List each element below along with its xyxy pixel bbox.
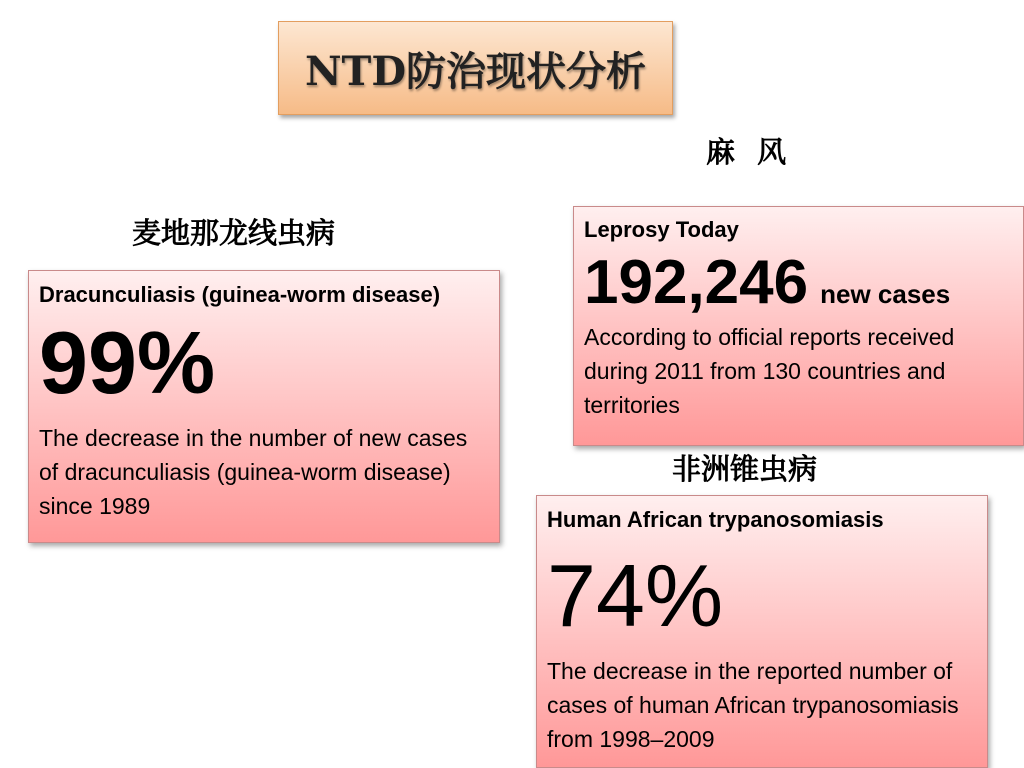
heading-dracunculiasis: 麦地那龙线虫病 [132,216,336,250]
title-banner [278,21,673,115]
heading-hat: 非洲锥虫病 [672,452,818,486]
card-hat [536,495,988,768]
card-title: Human African trypanosomiasis [547,507,884,532]
heading-leprosy: 麻 风 [706,135,793,169]
stat-value: 192,246 [584,248,809,317]
stat-value: 74% [547,546,724,645]
stat-unit: new cases [820,279,951,309]
card-leprosy [573,206,1024,446]
card-dracunculiasis [28,270,500,543]
card-title: Dracunculiasis (guinea-worm disease) [39,282,441,307]
stat-value: 99% [39,313,216,412]
stat-description: According to official reports received during 2011 from 130 countries and territories [584,324,955,418]
page-title: NTD防治现状分析 [304,47,646,95]
card-title: Leprosy Today [584,217,739,242]
stat-description: The decrease in the number of new cases of dracunculiasis (guinea-worm disease) since 1989 [39,425,468,519]
stat-row [584,248,1013,318]
stat-description: The decrease in the reported number of cases of human African trypanosomiasis from 1998–2009 [547,658,959,752]
